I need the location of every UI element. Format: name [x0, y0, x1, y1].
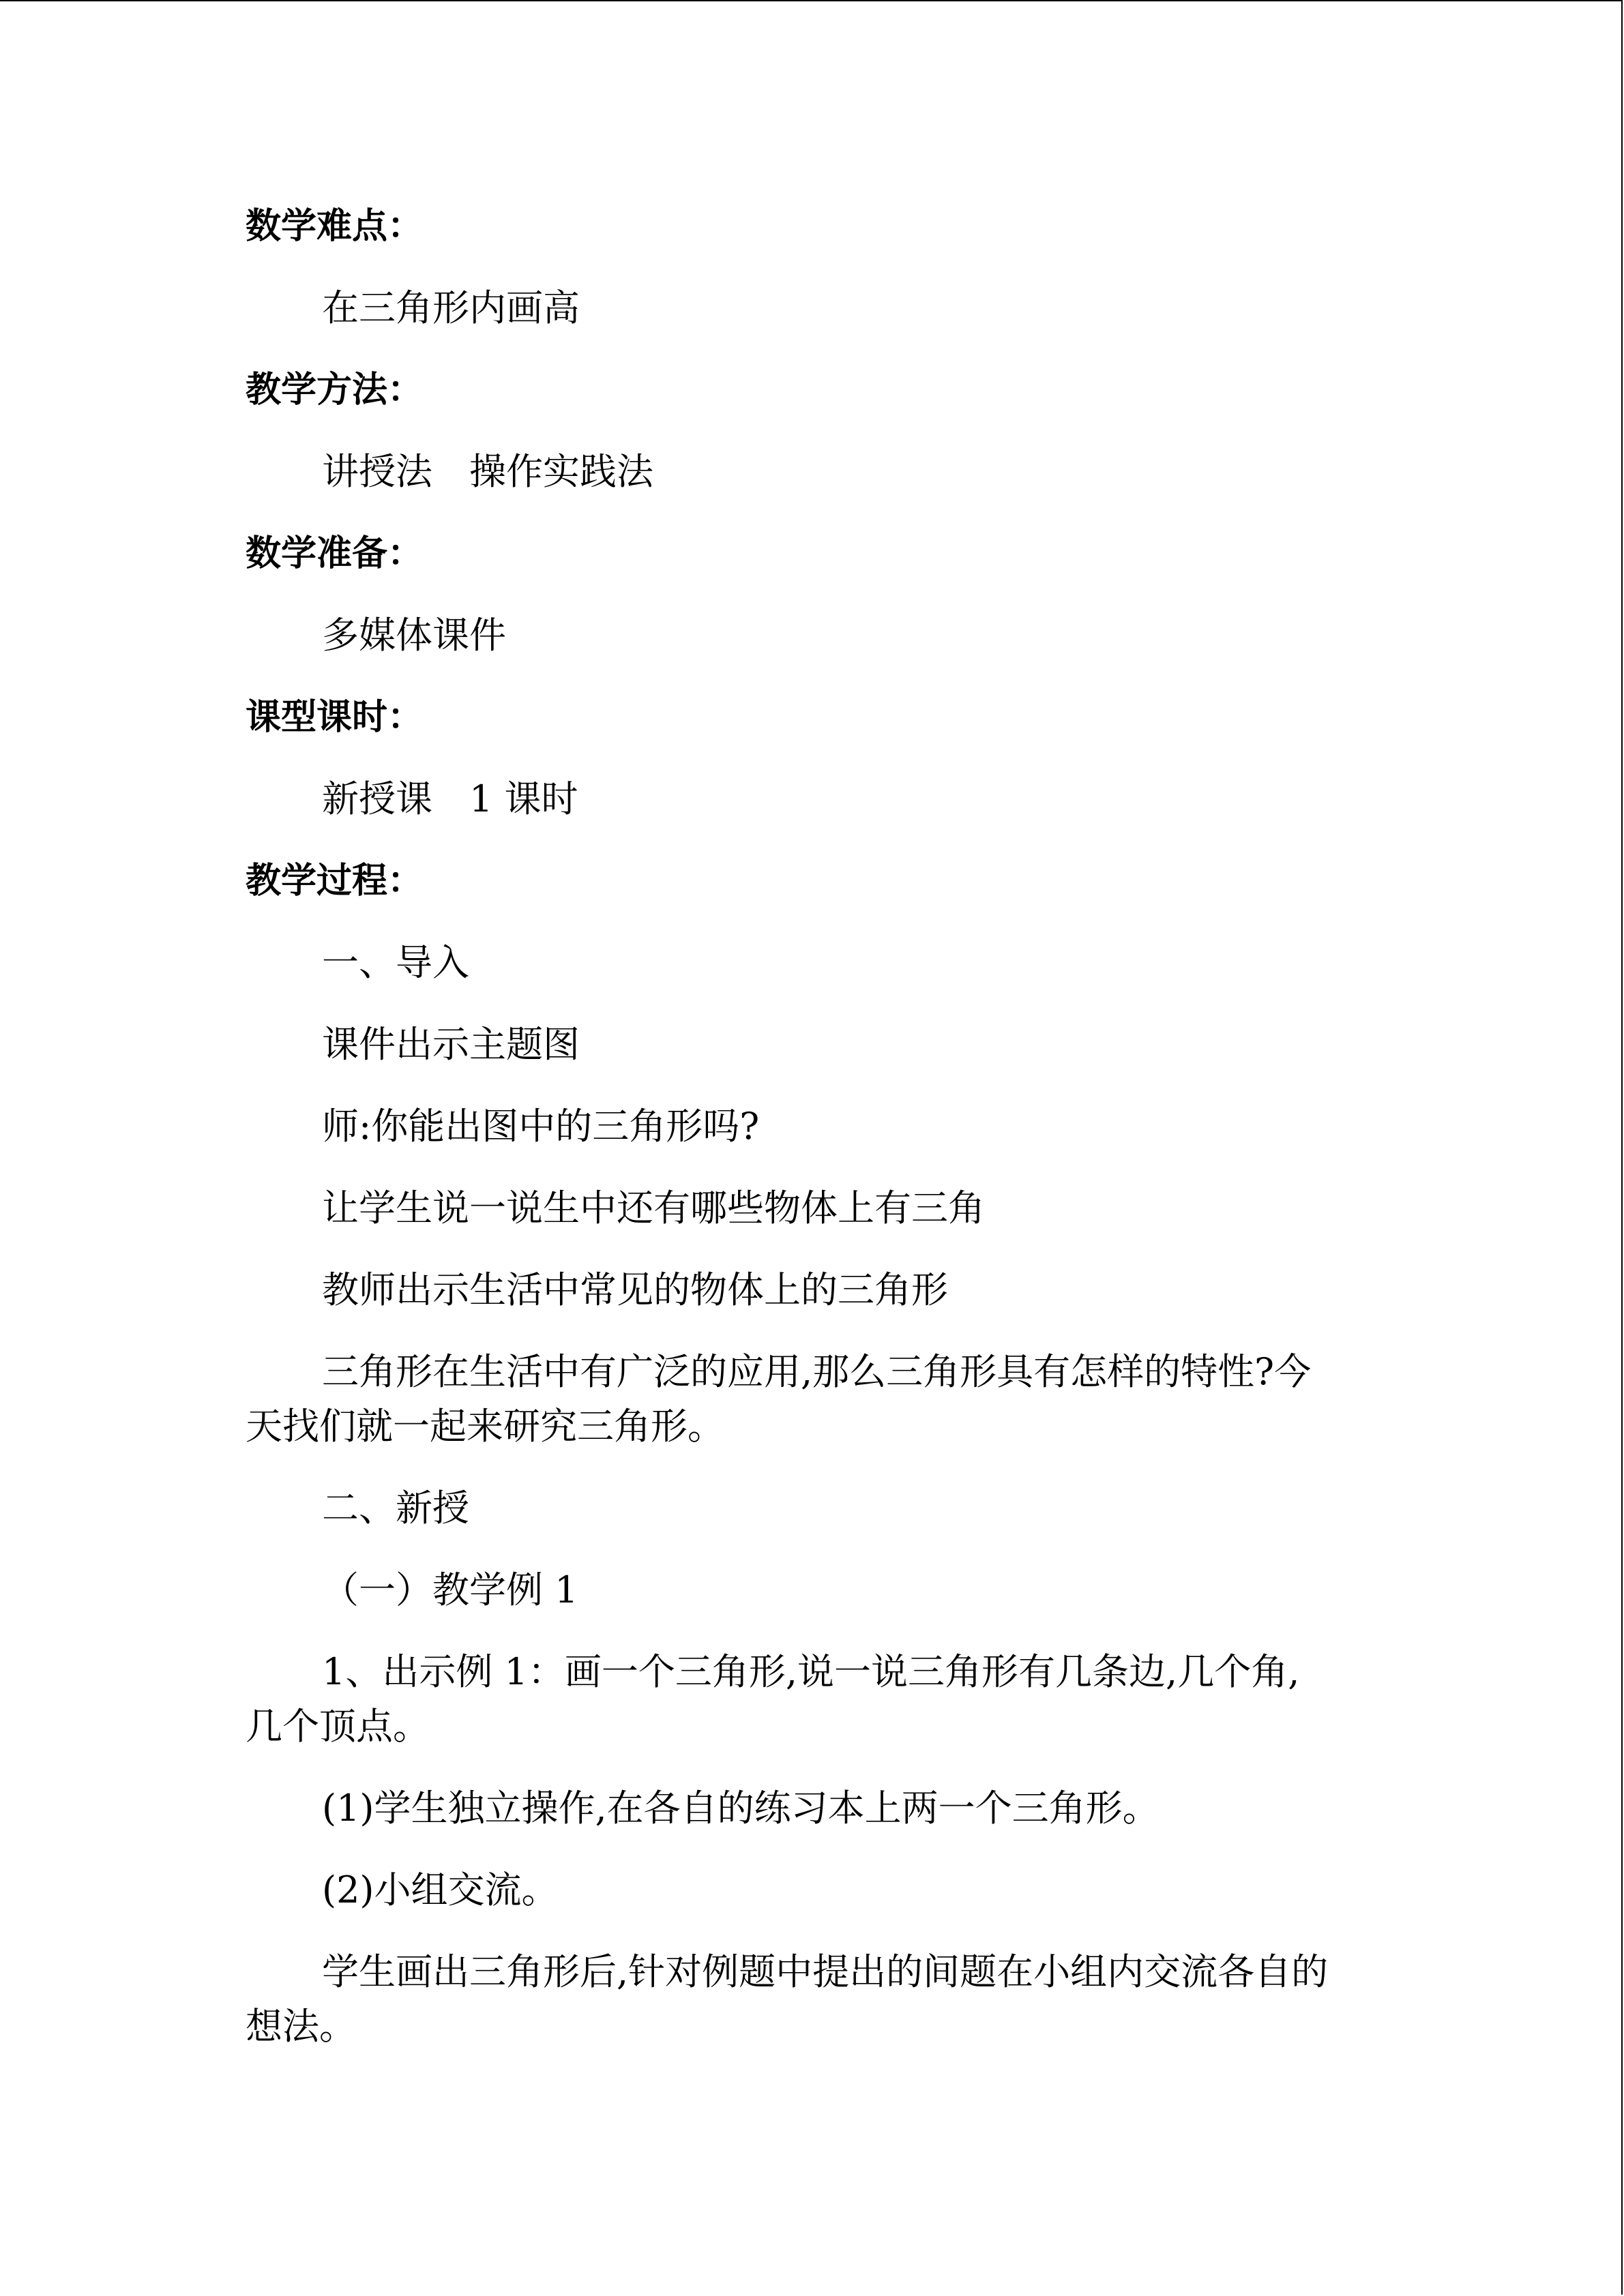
paragraph-5-line-1: 三角形在生活中有广泛的应用,那么三角形具有怎样的特性?今 [322, 1350, 1312, 1393]
sub1-title: （一）教学例 1 [322, 1568, 578, 1611]
lesson-type-content: 新授课 1 课时 [322, 777, 578, 820]
method-content: 讲授法 操作实践法 [322, 450, 653, 493]
paragraph-4: 教师出示生活中常见的物体上的三角形 [322, 1268, 948, 1311]
paragraph-8: (2)小组交流。 [322, 1868, 559, 1911]
paragraph-3: 让学生说一说生中还有哪些物体上有三角 [322, 1187, 985, 1229]
part2-title: 二、新授 [322, 1487, 469, 1530]
preparation-content: 多媒体课件 [322, 614, 506, 657]
paragraph-1: 课件出示主题图 [322, 1023, 580, 1066]
paragraph-6-line-1: 1、出示例 1：画一个三角形,说一说三角形有几条边,几个角, [322, 1650, 1300, 1693]
paragraph-7: (1)学生独立操作,在各自的练习本上两一个三角形。 [322, 1787, 1160, 1830]
heading-preparation: 数学准备： [246, 533, 424, 574]
paragraph-9-line-2: 想法。 [246, 2005, 356, 2048]
paragraph-9-line-1: 学生画出三角形后,针对例题中提出的间题在小组内交流各自的 [322, 1950, 1329, 1993]
heading-lesson-type: 课型课时： [246, 697, 424, 738]
difficulty-content: 在三角形内画高 [322, 286, 580, 329]
part1-title: 一、导入 [322, 941, 469, 984]
heading-method: 教学方法： [246, 370, 424, 411]
heading-difficulty: 数学难点： [246, 206, 424, 247]
heading-process: 教学过程： [246, 861, 424, 901]
paragraph-6-line-2: 几个顶点。 [246, 1705, 430, 1748]
paragraph-2: 师:你能出图中的三角形吗? [322, 1105, 760, 1148]
paragraph-5-line-2: 天找们就一起来研究三角形。 [246, 1405, 724, 1448]
